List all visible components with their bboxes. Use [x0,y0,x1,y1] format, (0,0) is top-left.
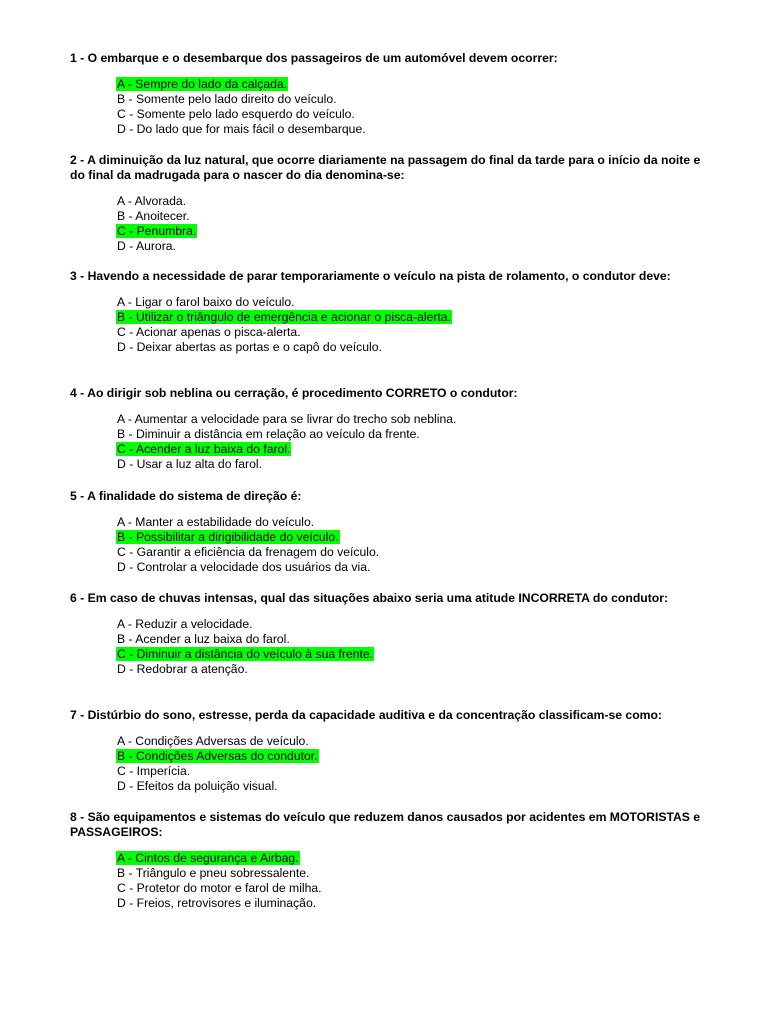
option-a: A - Ligar o farol baixo do veículo. [117,295,295,309]
question-text: 7 - Distúrbio do sono, estresse, perda da capacidade auditiva e da concentração classificam-se como: [70,708,662,722]
option-d: D - Controlar a velocidade dos usuários da via. [117,560,371,574]
option-c-correct: C - Diminuir a distância do veículo à sua frente. [117,647,374,661]
option-a: A - Manter a estabilidade do veículo. [117,515,315,529]
option-d: D - Efeitos da poluição visual. [117,779,278,793]
option-b: B - Acender a luz baixa do farol. [117,632,290,646]
option-list [70,412,710,472]
option-list [70,851,710,911]
question-text: 3 - Havendo a necessidade de parar temporariamente o veículo na pista de rolamento, o condutor deve: [70,269,671,283]
question-3 [70,269,710,355]
option-d: D - Usar a luz alta do farol. [117,457,262,471]
option-a-correct: A - Cintos de segurança e Airbag. [117,851,299,865]
option-b: B - Triângulo e pneu sobressalente. [117,866,310,880]
option-d: D - Deixar abertas as portas e o capô do veículo. [117,340,382,354]
option-d: D - Redobrar a atenção. [117,662,248,676]
question-7 [70,708,710,794]
option-list [70,515,710,575]
option-b-correct: B - Utilizar o triângulo de emergência e acionar o pisca-alerta. [117,310,451,324]
option-c: C - Protetor do motor e farol de milha. [117,881,322,895]
question-text: 6 - Em caso de chuvas intensas, qual das situações abaixo seria uma atitude INCORRETA do condutor: [70,591,669,605]
option-list [70,734,710,794]
option-a: A - Reduzir a velocidade. [117,617,253,631]
option-a: A - Condições Adversas de veículo. [117,734,309,748]
option-b: B - Anoitecer. [117,209,190,223]
option-b: B - Diminuir a distância em relação ao veículo da frente. [117,427,420,441]
option-b-correct: B - Possibilitar a dirigibilidade do veículo. [117,530,339,544]
question-text: 4 - Ao dirigir sob neblina ou cerração, é procedimento CORRETO o condutor: [70,386,518,400]
question-6 [70,591,710,677]
question-text: 8 - São equipamentos e sistemas do veículo que reduzem danos causados por acidentes em MOTORISTAS e PASSAGEIROS: [70,810,701,839]
option-c: C - Imperícia. [117,764,191,778]
option-list [70,194,710,254]
question-4 [70,386,710,472]
option-a: A - Alvorada. [117,194,187,208]
option-c: C - Acionar apenas o pisca-alerta. [117,325,301,339]
option-list [70,617,710,677]
question-1 [70,51,710,137]
option-b-correct: B - Condições Adversas do condutor. [117,749,318,763]
option-d: D - Freios, retrovisores e iluminação. [117,896,317,910]
option-d: D - Do lado que for mais fácil o desembarque. [117,122,366,136]
option-a-correct: A - Sempre do lado da calçada. [117,77,288,91]
option-c: C - Garantir a eficiência da frenagem do veículo. [117,545,380,559]
question-2 [70,153,710,254]
question-text: 5 - A finalidade do sistema de direção é: [70,489,302,503]
question-8 [70,810,710,911]
option-c-correct: C - Penumbra. [117,224,197,238]
question-text: 1 - O embarque e o desembarque dos passageiros de um automóvel devem ocorrer: [70,51,558,65]
option-b: B - Somente pelo lado direito do veículo. [117,92,337,106]
question-5 [70,489,710,575]
option-c-correct: C - Acender a luz baixa do farol. [117,442,291,456]
option-d: D - Aurora. [117,239,176,253]
question-text: 2 - A diminuição da luz natural, que ocorre diariamente na passagem do final da tarde para o início da noite e do final da madrugada para o nascer do dia denomina-se: [70,153,701,182]
option-a: A - Aumentar a velocidade para se livrar do trecho sob neblina. [117,412,457,426]
option-list [70,295,710,355]
option-c: C - Somente pelo lado esquerdo do veículo. [117,107,355,121]
option-list [70,77,710,137]
